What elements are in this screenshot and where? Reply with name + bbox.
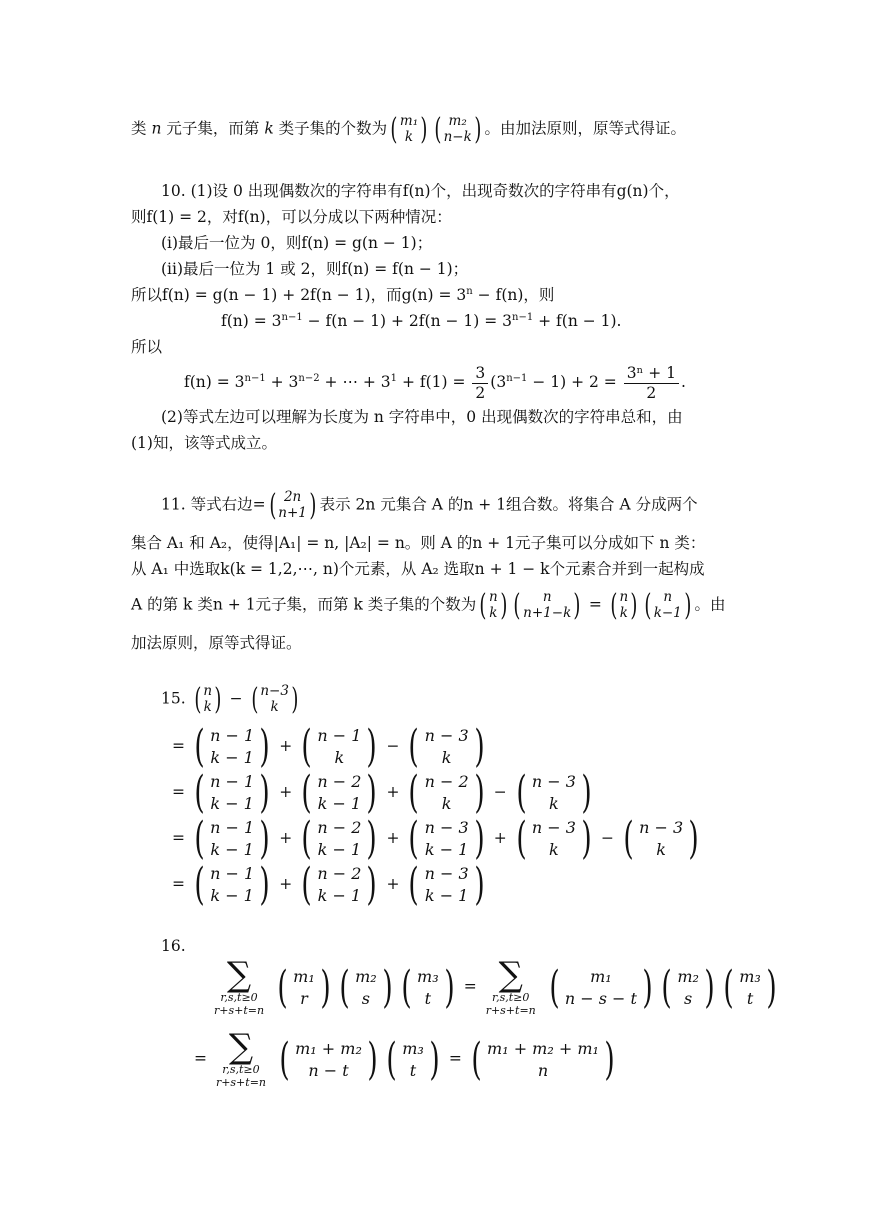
text: . — [681, 373, 686, 392]
text: 11. 等式右边= — [161, 495, 266, 514]
binom-n-k: ( n k ) — [479, 587, 508, 623]
text: f(n) = 3 — [184, 373, 245, 392]
binom: ( n − 3 k ) — [516, 767, 592, 818]
operator: − — [229, 689, 243, 708]
binom-n-k1: ( n k−1 ) — [644, 587, 692, 623]
q15-line-1: = ( n − 1 k − 1 ) + ( n − 1 k ) − ( n − 3 k ) — [172, 725, 489, 769]
sup: n−1 — [512, 312, 534, 323]
binom: ( n − 2 k − 1 ) — [301, 767, 378, 818]
text: f(n) = 3 — [221, 312, 282, 331]
q11-line-2: 集合 A₁ 和 A₂，使得|A₁| = n, |A₂| = n。则 A 的n + 1元子集可以分成如下 n 类： — [131, 534, 706, 552]
q11-line-3: 从 A₁ 中选取k(k = 1,2,⋯, n)个元素，从 A₂ 选取n + 1 − k个元素合并到一起构成 — [131, 560, 705, 578]
sum-sub: r,s,t≥0 — [222, 1063, 260, 1076]
binom: ( n−3 k ) — [250, 681, 299, 717]
sum-sub: r,s,t≥0 — [220, 991, 258, 1004]
q11-line-4: A 的第 k 类n + 1元子集，而第 k 类子集的个数为 ( n k ) ( n n+1−k ) = ( n k ) ( n k−1 ) 。由 — [131, 587, 726, 623]
q10-line-9: (2)等式左边可以理解为长度为 n 字符串中，0 出现偶数次的字符串总和，由 — [161, 408, 683, 426]
binom: ( n − 3 k ) — [408, 721, 485, 772]
operator: = — [194, 1049, 207, 1068]
q15-line-0 — [161, 681, 302, 717]
q10-line-4: (ii)最后一位为 1 或 2，则f(n) = f(n − 1)； — [161, 260, 469, 278]
text: 。由 — [694, 595, 726, 614]
q15-line-2: = ( n − 1 k − 1 ) + ( n − 2 k − 1 ) + ( n − 2 k ) − ( n − 3 k ) — [172, 771, 596, 815]
operator: = — [172, 875, 185, 893]
text: − f(n − 1) + 2f(n − 1) = 3 — [302, 312, 512, 331]
operator: = — [172, 737, 185, 755]
text: (3 — [490, 373, 507, 392]
text: − 1) + 2 = — [527, 373, 617, 392]
binom: ( n − 1 k − 1 ) — [194, 813, 270, 864]
binom-m1-k: ( m₁ k ) — [390, 111, 428, 147]
q16-line-1 — [210, 955, 781, 1017]
var-k: k — [264, 119, 274, 138]
binom-m2-n-k: ( m₂ n−k ) — [434, 111, 482, 147]
text: 类子集的个数为 — [278, 119, 388, 138]
denominator: 2 — [475, 383, 486, 402]
var-n: n — [151, 119, 162, 138]
sum-sub: r+s+t=n — [214, 1003, 265, 1017]
binom: ( n k ) — [193, 681, 222, 717]
operator: = — [448, 1049, 462, 1068]
q15-line-3: = ( n − 1 k − 1 ) + ( n − 2 k − 1 ) + ( n − 3 k − 1 ) + ( n − 3 k ) − ( n − 3 k ) — [172, 817, 703, 861]
text: 元子集，而第 — [166, 119, 260, 138]
sum-sub: r+s+t=n — [485, 1003, 536, 1017]
operator: = — [172, 783, 185, 801]
binom: ( n − 1 k − 1 ) — [194, 859, 270, 910]
text: A 的第 k 类n + 1元子集，而第 k 类子集的个数为 — [131, 595, 477, 614]
sup: n−1 — [506, 372, 528, 384]
binom-2n-n1: ( 2n n+1 ) — [268, 487, 317, 523]
sup: n — [466, 286, 473, 297]
q10-line-10: (1)知，该等式成立。 — [131, 434, 277, 452]
binom: ( m₁ + m₂ + m₁ n ) — [471, 1033, 615, 1085]
binom: ( m₃ t ) — [386, 1033, 440, 1085]
q10-line-2: 则f(1) = 2，对f(n)，可以分成以下两种情况： — [131, 208, 452, 226]
q10-line-5 — [131, 286, 554, 305]
sum-symbol: ∑ r,s,t≥0 r+s+t=n — [215, 1027, 266, 1089]
text: 表示 2n 元集合 A 的n + 1组合数。将集合 A 分成两个 — [319, 495, 698, 514]
q16-line-2 — [194, 1027, 619, 1089]
binom: ( m₂ s ) — [661, 961, 715, 1013]
sum-sub: r+s+t=n — [215, 1075, 266, 1089]
q10-line-8 — [184, 364, 686, 402]
binom: ( n − 3 k − 1 ) — [408, 813, 485, 864]
numerator: 3ⁿ + 1 — [624, 364, 679, 384]
sup: n−1 — [244, 372, 266, 384]
q10-line-3: (i)最后一位为 0，则f(n) = g(n − 1)； — [161, 234, 433, 252]
binom: ( m₁ + m₂ n − t ) — [279, 1033, 378, 1085]
binom: ( n − 3 k ) — [516, 813, 592, 864]
binom: ( m₃ t ) — [401, 961, 455, 1013]
denominator: 2 — [646, 383, 657, 402]
sum-symbol: ∑ r,s,t≥0 r+s+t=n — [485, 955, 536, 1017]
text: + f(1) = — [397, 373, 466, 392]
operator: = — [172, 829, 185, 847]
q10-line-1: 10. (1)设 0 出现偶数次的字符串有f(n)个，出现奇数次的字符串有g(n)个， — [161, 182, 680, 200]
binom: ( n − 1 k ) — [301, 721, 378, 772]
binom: ( n − 2 k − 1 ) — [301, 813, 378, 864]
binom: ( n − 3 k − 1 ) — [408, 859, 485, 910]
binom: ( m₁ n − s − t ) — [549, 961, 653, 1013]
text: + ⋯ + 3 — [319, 373, 391, 392]
text: + 3 — [265, 373, 299, 392]
binom: ( n − 2 k − 1 ) — [301, 859, 378, 910]
sup: n−1 — [281, 312, 303, 323]
q15-line-4: = ( n − 1 k − 1 ) + ( n − 2 k − 1 ) + ( n − 3 k − 1 ) — [172, 863, 489, 907]
text: − f(n)，则 — [472, 286, 555, 305]
text: + f(n − 1). — [533, 312, 622, 331]
binom: ( m₁ r ) — [277, 961, 331, 1013]
binom-n-k-2: ( n k ) — [610, 587, 638, 623]
binom: ( m₃ t ) — [723, 961, 777, 1013]
sup: 1 — [390, 372, 398, 384]
operator: = — [463, 977, 477, 996]
binom: ( m₂ s ) — [339, 961, 393, 1013]
binom-n-n1k: ( n n+1−k ) — [513, 587, 581, 623]
numerator: 3 — [472, 364, 488, 384]
binom: ( n − 1 k − 1 ) — [194, 721, 270, 772]
fraction-3-2 — [472, 364, 488, 402]
text: 。由加法原则，原等式得证。 — [484, 119, 686, 138]
text: 所以f(n) = g(n − 1) + 2f(n − 1)，而g(n) = 3 — [131, 286, 467, 305]
q11-line-1 — [161, 487, 698, 523]
text: 类 — [131, 119, 147, 138]
sum-symbol: ∑ r,s,t≥0 r+s+t=n — [214, 955, 265, 1017]
top-line — [131, 111, 686, 147]
sum-sub: r,s,t≥0 — [492, 991, 530, 1004]
sup: n−2 — [298, 372, 320, 384]
question-label: 15. — [161, 689, 186, 708]
binom: ( n − 1 k − 1 ) — [194, 767, 270, 818]
q16-label: 16. — [161, 937, 186, 955]
binom: ( n − 3 k ) — [623, 813, 699, 864]
q11-line-5: 加法原则，原等式得证。 — [131, 634, 302, 652]
q10-line-7: 所以 — [131, 338, 163, 356]
q10-line-6 — [221, 312, 621, 331]
fraction-result — [624, 364, 679, 402]
binom: ( n − 2 k ) — [408, 767, 485, 818]
